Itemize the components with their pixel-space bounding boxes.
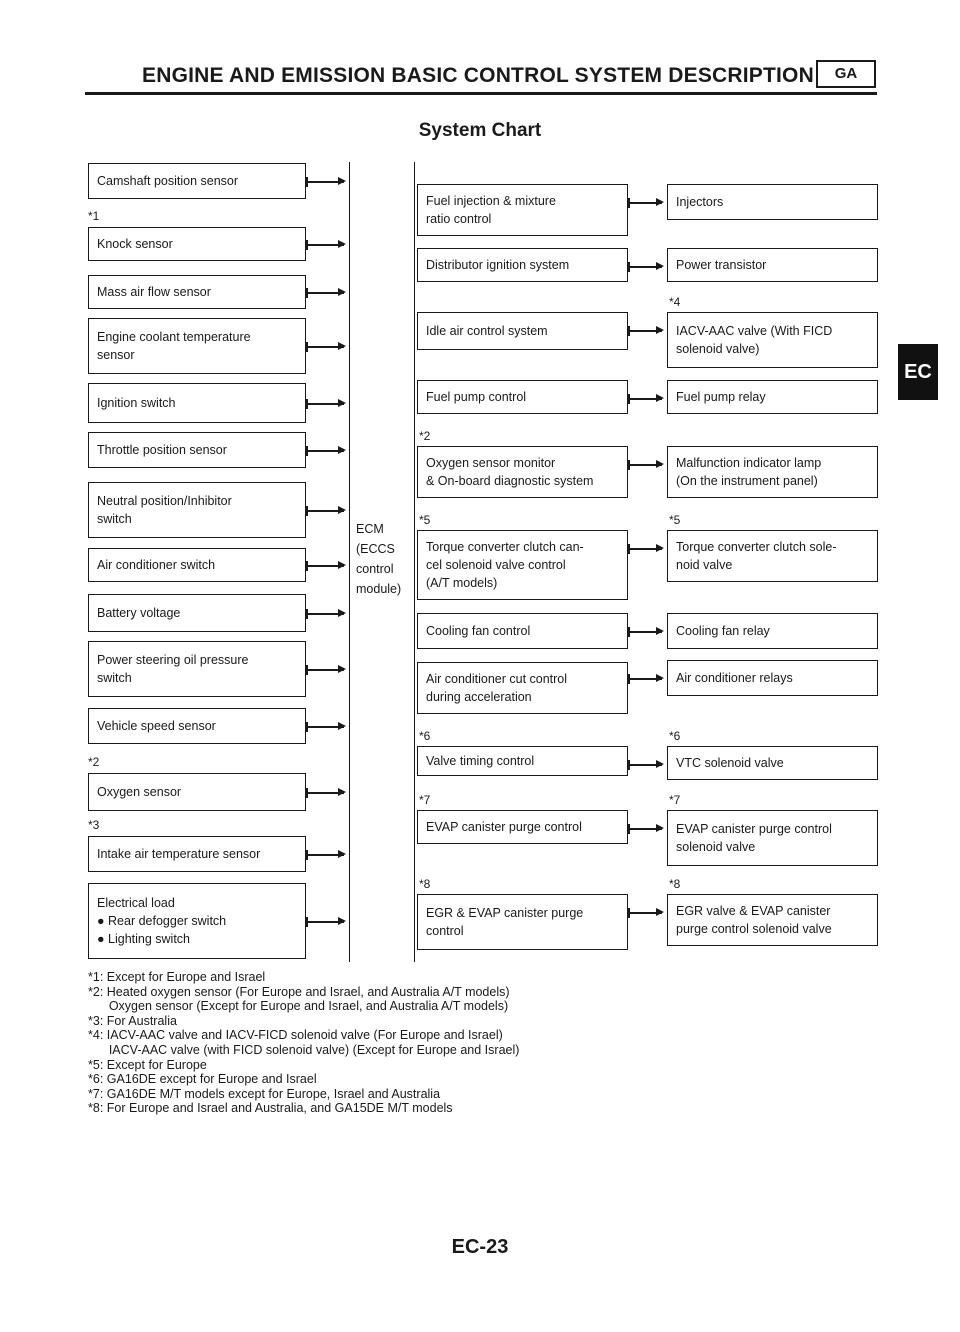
output-arrow-4-tick xyxy=(628,460,630,470)
input-box-8-label: Battery voltage xyxy=(97,606,181,620)
input-box-12 xyxy=(88,836,306,872)
input-arrow-4 xyxy=(306,403,344,405)
output-arrow-6 xyxy=(628,631,662,633)
output-arrow-1-tick xyxy=(628,262,630,272)
output-box-2 xyxy=(667,312,878,368)
output-arrow-7-tick xyxy=(628,674,630,684)
output-arrow-2 xyxy=(628,330,662,332)
output-box-9-label: EVAP canister purge control solenoid valve xyxy=(676,822,832,854)
output-box-3-label: Fuel pump relay xyxy=(676,390,766,404)
control-box-6-label: Cooling fan control xyxy=(426,624,531,638)
control-box-2 xyxy=(417,312,628,350)
control-box-10 xyxy=(417,894,628,950)
input-arrow-0-tick xyxy=(306,177,308,187)
chart-title: System Chart xyxy=(418,120,542,141)
input-arrow-10-tick xyxy=(306,722,308,732)
input-box-3 xyxy=(88,318,306,374)
input-arrow-11 xyxy=(306,792,344,794)
output-arrow-3-tick xyxy=(628,394,630,404)
output-arrow-8 xyxy=(628,764,662,766)
output-box-10-label: EGR valve & EVAP canister purge control solenoid valve xyxy=(676,904,832,936)
input-box-5-label: Throttle position sensor xyxy=(97,443,227,457)
output-box-4-label: Malfunction indicator lamp (On the instrument panel) xyxy=(676,456,822,488)
output-box-9 xyxy=(667,810,878,866)
output-arrow-10-tick xyxy=(628,908,630,918)
output-box-8-label: VTC solenoid valve xyxy=(676,756,784,770)
control-box-7 xyxy=(417,662,628,714)
input-box-2-label: Mass air flow sensor xyxy=(97,285,211,299)
output-arrow-4 xyxy=(628,464,662,466)
output-arrow-5 xyxy=(628,548,662,550)
footnote-line: *6: GA16DE except for Europe and Israel xyxy=(88,1072,317,1087)
input-arrow-7-tick xyxy=(306,561,308,571)
input-box-6 xyxy=(88,482,306,538)
footnotes xyxy=(88,970,519,1116)
input-arrow-5 xyxy=(306,450,344,452)
input-arrow-12-tick xyxy=(306,850,308,860)
ecm-label: ECM (ECCS control module) xyxy=(356,522,402,596)
footnote-line: *4: IACV-AAC valve and IACV-FICD solenoid valve (For Europe and Israel) xyxy=(88,1028,503,1043)
output-box-7-label: Air conditioner relays xyxy=(676,671,793,685)
output-note-9: *7 xyxy=(669,793,681,807)
footnote-line: Oxygen sensor (Except for Europe and Israel, and Australia A/T models) xyxy=(88,999,509,1014)
output-box-5-label: Torque converter clutch sole- noid valve xyxy=(676,540,837,572)
control-box-5-label: Torque converter clutch can- cel solenoid valve control (A/T models) xyxy=(426,540,584,590)
input-arrow-12 xyxy=(306,854,344,856)
input-arrow-1 xyxy=(306,244,344,246)
input-arrow-13-tick xyxy=(306,917,308,927)
control-box-5 xyxy=(417,530,628,600)
control-box-3 xyxy=(417,380,628,414)
output-box-7 xyxy=(667,660,878,696)
input-arrow-2-tick xyxy=(306,288,308,298)
control-note-10: *8 xyxy=(419,877,431,891)
input-box-11 xyxy=(88,773,306,811)
input-box-1-label: Knock sensor xyxy=(97,237,173,251)
input-box-11-label: Oxygen sensor xyxy=(97,785,182,799)
control-box-4 xyxy=(417,446,628,498)
output-arrow-1 xyxy=(628,266,662,268)
control-box-2-label: Idle air control system xyxy=(426,324,548,338)
control-box-0-label: Fuel injection & mixture ratio control xyxy=(426,194,556,226)
input-box-9-label: Power steering oil pressure switch xyxy=(97,653,249,685)
control-box-9 xyxy=(417,810,628,844)
output-arrow-10 xyxy=(628,912,662,914)
input-note-1: *1 xyxy=(88,209,100,223)
output-arrow-0-tick xyxy=(628,198,630,208)
control-box-1-label: Distributor ignition system xyxy=(426,258,570,272)
input-box-7 xyxy=(88,548,306,582)
output-box-8 xyxy=(667,746,878,780)
control-note-8: *6 xyxy=(419,729,431,743)
footnote-line: *7: GA16DE M/T models except for Europe, Israel and Australia xyxy=(88,1086,441,1101)
output-box-4 xyxy=(667,446,878,498)
control-box-10-label: EGR & EVAP canister purge control xyxy=(426,906,584,938)
input-box-12-label: Intake air temperature sensor xyxy=(97,847,261,861)
output-box-10 xyxy=(667,894,878,946)
output-note-8: *6 xyxy=(669,729,681,743)
input-box-0 xyxy=(88,163,306,199)
output-box-2-label: IACV-AAC valve (With FICD solenoid valve) xyxy=(676,324,833,356)
input-arrow-7 xyxy=(306,565,344,567)
input-box-9 xyxy=(88,641,306,697)
input-note-11: *2 xyxy=(88,755,100,769)
control-box-9-label: EVAP canister purge control xyxy=(426,820,582,834)
input-box-4-label: Ignition switch xyxy=(97,396,176,410)
input-arrow-6 xyxy=(306,510,344,512)
output-box-0-label: Injectors xyxy=(676,195,724,209)
output-arrow-3 xyxy=(628,398,662,400)
header-rule xyxy=(85,92,877,95)
input-arrow-9 xyxy=(306,669,344,671)
footnote-line: *3: For Australia xyxy=(88,1013,177,1028)
output-note-5: *5 xyxy=(669,513,681,527)
input-arrow-9-tick xyxy=(306,665,308,675)
control-box-8-label: Valve timing control xyxy=(426,754,535,768)
control-note-5: *5 xyxy=(419,513,431,527)
input-note-12: *3 xyxy=(88,818,100,832)
input-arrow-4-tick xyxy=(306,399,308,409)
input-box-0-label: Camshaft position sensor xyxy=(97,174,239,188)
footnote-line: *1: Except for Europe and Israel xyxy=(88,970,266,984)
output-box-1 xyxy=(667,248,878,282)
input-box-10 xyxy=(88,708,306,744)
input-box-10-label: Vehicle speed sensor xyxy=(97,719,216,733)
input-arrow-3 xyxy=(306,346,344,348)
input-arrow-8 xyxy=(306,613,344,615)
control-box-8 xyxy=(417,746,628,776)
output-arrow-5-tick xyxy=(628,544,630,554)
input-arrow-8-tick xyxy=(306,609,308,619)
input-box-4 xyxy=(88,383,306,423)
input-box-13-label: Electrical load ● Rear defogger switch ● Lighting switch xyxy=(97,896,227,946)
input-box-6-label: Neutral position/Inhibitor switch xyxy=(97,494,232,526)
input-arrow-2 xyxy=(306,292,344,294)
control-note-9: *7 xyxy=(419,793,431,807)
control-box-1 xyxy=(417,248,628,282)
input-box-8 xyxy=(88,594,306,632)
input-box-1 xyxy=(88,227,306,261)
page-header-title: ENGINE AND EMISSION BASIC CONTROL SYSTEM DESCRIPTION xyxy=(142,64,814,87)
output-box-0 xyxy=(667,184,878,220)
output-box-6-label: Cooling fan relay xyxy=(676,624,770,638)
input-arrow-5-tick xyxy=(306,446,308,456)
control-box-4-label: Oxygen sensor monitor & On-board diagnostic system xyxy=(426,456,594,488)
footnote-line: *5: Except for Europe xyxy=(88,1057,207,1072)
control-note-4: *2 xyxy=(419,429,431,443)
page-number: EC-23 xyxy=(451,1236,509,1258)
footnote-line: IACV-AAC valve (with FICD solenoid valve) (Except for Europe and Israel) xyxy=(88,1042,520,1057)
output-arrow-9-tick xyxy=(628,824,630,834)
input-box-5 xyxy=(88,432,306,468)
output-box-1-label: Power transistor xyxy=(676,258,767,272)
footnote-line: *2: Heated oxygen sensor (For Europe and Israel, and Australia A/T models) xyxy=(88,984,510,999)
output-note-2: *4 xyxy=(669,295,681,309)
input-box-7-label: Air conditioner switch xyxy=(97,558,216,572)
input-arrow-10 xyxy=(306,726,344,728)
output-arrow-6-tick xyxy=(628,627,630,637)
input-arrow-13 xyxy=(306,921,344,923)
output-box-5 xyxy=(667,530,878,582)
input-box-2 xyxy=(88,275,306,309)
control-box-6 xyxy=(417,613,628,649)
output-arrow-9 xyxy=(628,828,662,830)
input-arrow-0 xyxy=(306,181,344,183)
input-arrow-3-tick xyxy=(306,342,308,352)
input-arrow-1-tick xyxy=(306,240,308,250)
output-box-3 xyxy=(667,380,878,414)
control-box-3-label: Fuel pump control xyxy=(426,390,527,404)
section-badge: GA xyxy=(816,60,876,88)
input-arrow-11-tick xyxy=(306,788,308,798)
footnote-line: *8: For Europe and Israel and Australia, and GA15DE M/T models xyxy=(88,1101,453,1116)
control-box-0 xyxy=(417,184,628,236)
input-arrow-6-tick xyxy=(306,506,308,516)
output-arrow-2-tick xyxy=(628,326,630,336)
input-box-3-label: Engine coolant temperature sensor xyxy=(97,330,251,362)
output-arrow-7 xyxy=(628,678,662,680)
section-tab-ec[interactable]: EC xyxy=(898,344,938,400)
output-box-6 xyxy=(667,613,878,649)
control-box-7-label: Air conditioner cut control during acceleration xyxy=(426,672,568,704)
output-arrow-8-tick xyxy=(628,760,630,770)
input-box-13 xyxy=(88,883,306,959)
output-arrow-0 xyxy=(628,202,662,204)
output-note-10: *8 xyxy=(669,877,681,891)
